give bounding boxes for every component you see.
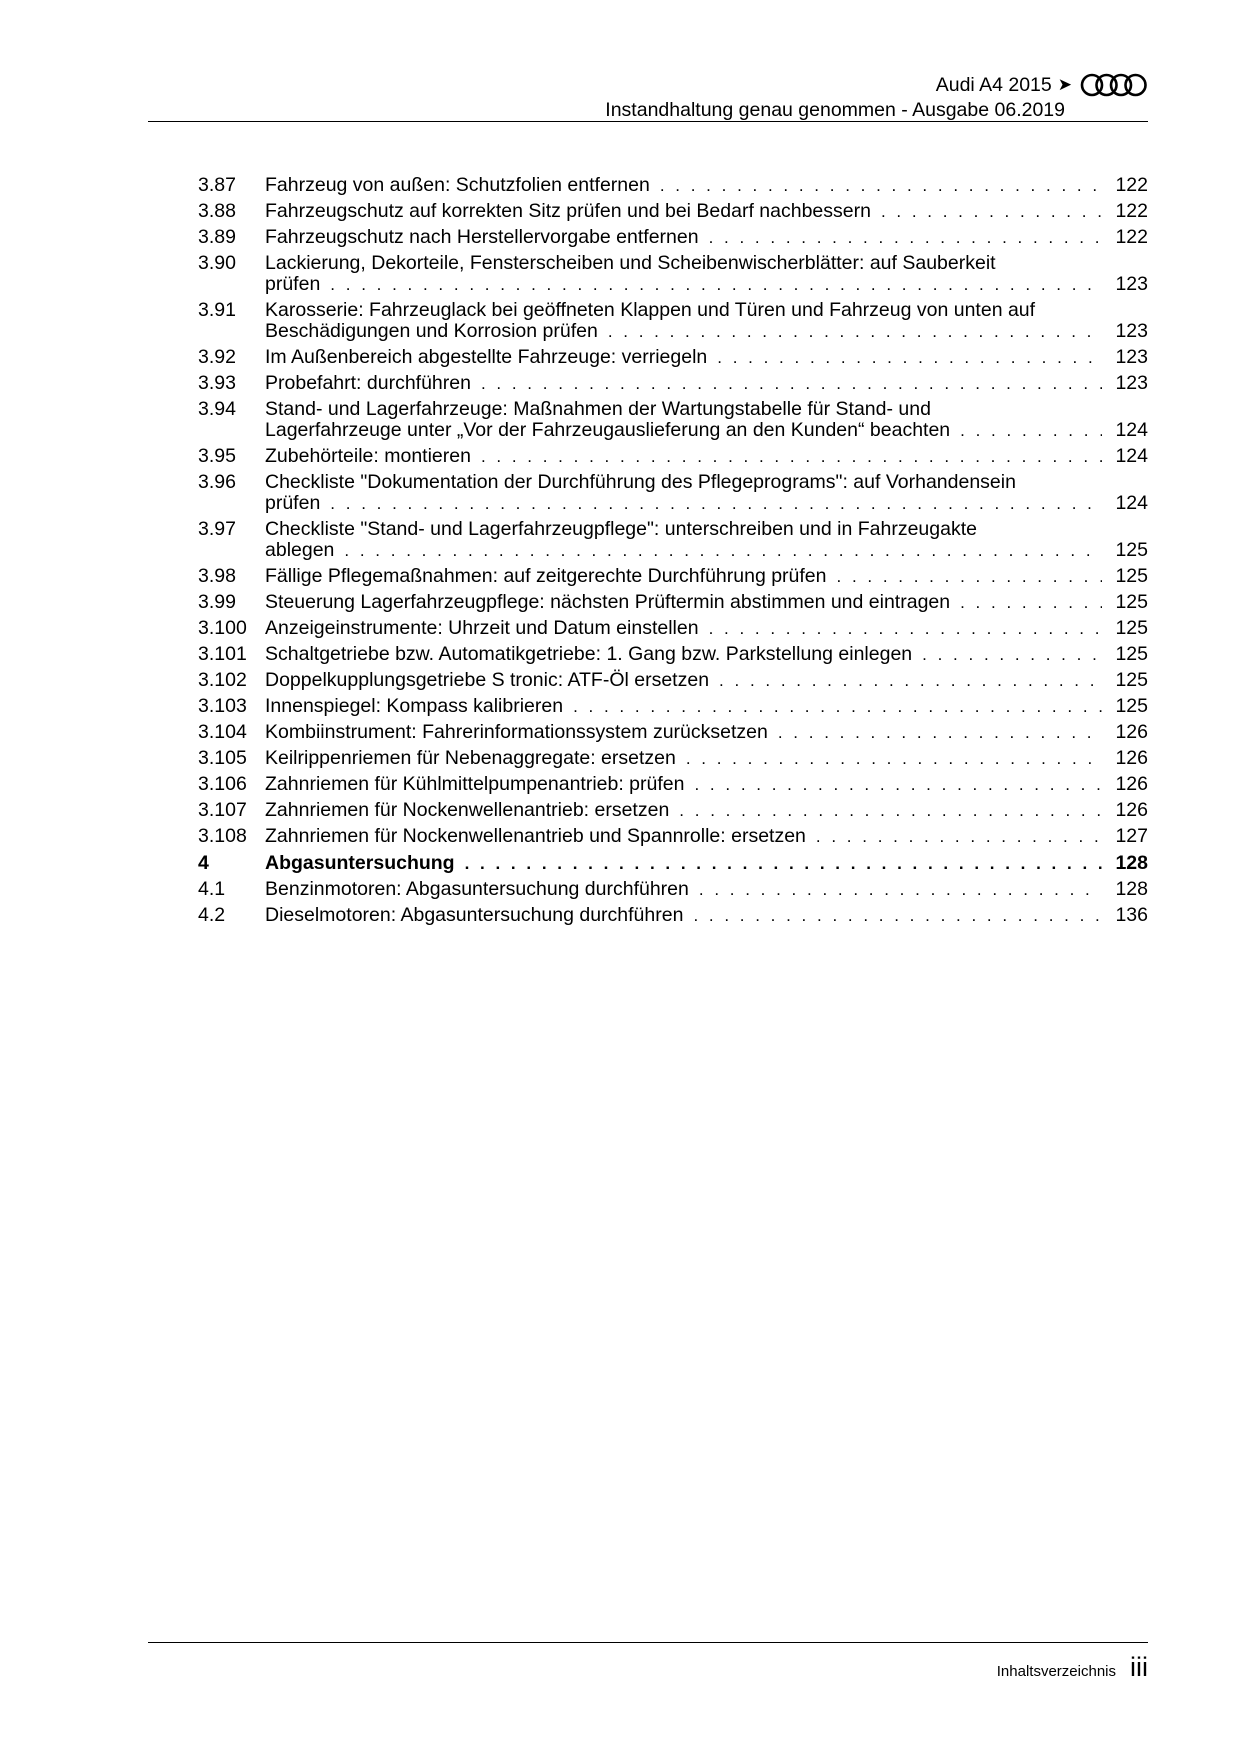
toc-entry-number: 4 bbox=[198, 852, 209, 874]
toc-entry-title-line: Kombiinstrument: Fahrerinformationssystem zurücksetzen bbox=[265, 721, 768, 743]
toc-chapter-entry[interactable] bbox=[198, 853, 1148, 874]
toc-entry-leader-row bbox=[265, 853, 1148, 874]
toc-entry-number: 4.2 bbox=[198, 904, 226, 926]
toc-entry-body bbox=[265, 670, 1148, 691]
toc-entry-page: 125 bbox=[1115, 695, 1148, 717]
toc-entry-body bbox=[265, 446, 1148, 467]
dot-leader bbox=[481, 373, 1102, 394]
toc-entry-title-line: Checkliste "Dokumentation der Durchführung des Pflegeprograms": auf Vorhandensein bbox=[265, 471, 1016, 493]
toc-entry-number: 3.96 bbox=[198, 471, 236, 493]
dot-leader bbox=[719, 670, 1102, 691]
toc-entry-title-line: Steuerung Lagerfahrzeugpflege: nächsten Prüftermin abstimmen und eintragen bbox=[265, 591, 951, 613]
toc-entry-page: 126 bbox=[1115, 773, 1148, 795]
document-subtitle: Instandhaltung genau genommen - Ausgabe 06.2019 bbox=[605, 99, 1065, 121]
dot-leader bbox=[330, 493, 1102, 514]
dot-leader bbox=[608, 321, 1102, 342]
toc-entry-leader-row bbox=[265, 227, 1148, 248]
arrow-icon: ➤ bbox=[1057, 75, 1072, 94]
toc-entry[interactable] bbox=[198, 566, 1148, 587]
toc-entry[interactable] bbox=[198, 879, 1148, 900]
toc-entry-page: 123 bbox=[1115, 372, 1148, 394]
toc-entry-title-line: Zahnriemen für Nockenwellenantrieb: ersetzen bbox=[265, 799, 670, 821]
toc-entry[interactable] bbox=[198, 800, 1148, 821]
toc-entry-number: 3.108 bbox=[198, 825, 247, 847]
toc-entry-body bbox=[265, 905, 1148, 926]
page-footer bbox=[148, 1642, 1148, 1682]
toc-entry-number: 3.104 bbox=[198, 721, 247, 743]
toc-entry-body bbox=[265, 201, 1148, 222]
toc-entry-page: 122 bbox=[1115, 200, 1148, 222]
dot-leader bbox=[686, 748, 1102, 769]
toc-entry-body bbox=[265, 175, 1148, 196]
toc-entry-body bbox=[265, 227, 1148, 248]
toc-entry-body bbox=[265, 399, 1148, 441]
toc-entry-title-line: Fahrzeugschutz auf korrekten Sitz prüfen und bei Bedarf nachbessern bbox=[265, 200, 871, 222]
dot-leader bbox=[465, 853, 1102, 874]
toc-entry-body bbox=[265, 722, 1148, 743]
toc-entry-page: 124 bbox=[1115, 445, 1148, 467]
dot-leader bbox=[881, 201, 1102, 222]
dot-leader bbox=[694, 774, 1102, 795]
dot-leader bbox=[699, 879, 1102, 900]
toc-entry-leader-row bbox=[265, 644, 1148, 665]
audi-logo-icon bbox=[1080, 72, 1148, 98]
toc-entry-title-line: Stand- und Lagerfahrzeuge: Maßnahmen der Wartungstabelle für Stand- und bbox=[265, 398, 931, 420]
section-label: Inhaltsverzeichnis bbox=[996, 1663, 1116, 1680]
toc-entry-title-line: Anzeigeinstrumente: Uhrzeit und Datum einstellen bbox=[265, 617, 699, 639]
table-of-contents bbox=[198, 175, 1148, 931]
dot-leader bbox=[717, 347, 1102, 368]
toc-entry-page: 126 bbox=[1115, 721, 1148, 743]
toc-entry[interactable] bbox=[198, 373, 1148, 394]
toc-entry[interactable] bbox=[198, 201, 1148, 222]
toc-entry-leader-row bbox=[265, 774, 1148, 795]
toc-entry[interactable] bbox=[198, 670, 1148, 691]
toc-entry-body bbox=[265, 879, 1148, 900]
toc-entry[interactable] bbox=[198, 618, 1148, 639]
toc-entry-title-line: Schaltgetriebe bzw. Automatikgetriebe: 1. Gang bzw. Parkstellung einlegen bbox=[265, 643, 913, 665]
toc-entry-page: 124 bbox=[1115, 492, 1148, 514]
toc-entry-title-line: Benzinmotoren: Abgasuntersuchung durchführen bbox=[265, 878, 689, 900]
toc-entry-title-line: prüfen bbox=[265, 492, 321, 514]
toc-entry-number: 3.99 bbox=[198, 591, 236, 613]
toc-entry-number: 3.89 bbox=[198, 226, 236, 248]
toc-entry-page: 123 bbox=[1115, 273, 1148, 295]
toc-entry-number: 3.106 bbox=[198, 773, 247, 795]
toc-entry[interactable] bbox=[198, 227, 1148, 248]
toc-entry-page: 125 bbox=[1115, 617, 1148, 639]
toc-entry-leader-row bbox=[265, 592, 1148, 613]
toc-entry-number: 3.87 bbox=[198, 174, 236, 196]
toc-entry[interactable] bbox=[198, 253, 1148, 295]
toc-entry-leader-row bbox=[265, 321, 1148, 342]
toc-entry-number: 3.100 bbox=[198, 617, 247, 639]
toc-entry[interactable] bbox=[198, 399, 1148, 441]
header-divider bbox=[148, 121, 1148, 122]
toc-entry-number: 3.105 bbox=[198, 747, 247, 769]
toc-entry-title-line: Fahrzeug von außen: Schutzfolien entfernen bbox=[265, 174, 650, 196]
toc-entry-number: 3.97 bbox=[198, 518, 236, 540]
toc-entry-title-line: Checkliste "Stand- und Lagerfahrzeugpflege": unterschreiben und in Fahrzeugakte bbox=[265, 518, 977, 540]
toc-entry[interactable] bbox=[198, 748, 1148, 769]
toc-entry-title-line: Zubehörteile: montieren bbox=[265, 445, 471, 467]
toc-entry-page: 125 bbox=[1115, 565, 1148, 587]
footer-divider bbox=[148, 1642, 1148, 1643]
footer-row bbox=[997, 1652, 1148, 1683]
toc-entry-number: 3.102 bbox=[198, 669, 247, 691]
toc-entry[interactable] bbox=[198, 696, 1148, 717]
toc-entry-title-line: Karosserie: Fahrzeuglack bei geöffneten Klappen und Türen und Fahrzeug von unten auf bbox=[265, 299, 1036, 321]
toc-entry-leader-row bbox=[265, 274, 1148, 295]
toc-entry-title-line: Im Außenbereich abgestellte Fahrzeuge: verriegeln bbox=[265, 346, 708, 368]
toc-entry-title-line: Lagerfahrzeuge unter „Vor der Fahrzeugauslieferung an den Kunden“ beachten bbox=[265, 419, 951, 441]
toc-entry-leader-row bbox=[265, 420, 1148, 441]
toc-entry-leader-row bbox=[265, 493, 1148, 514]
toc-entry[interactable] bbox=[198, 175, 1148, 196]
toc-entry-number: 4.1 bbox=[198, 878, 226, 900]
toc-entry-body bbox=[265, 519, 1148, 561]
toc-entry-number: 3.94 bbox=[198, 398, 236, 420]
dot-leader bbox=[344, 540, 1102, 561]
toc-entry-title-line: prüfen bbox=[265, 273, 321, 295]
dot-leader bbox=[679, 800, 1102, 821]
toc-entry-title-line: Zahnriemen für Kühlmittelpumpenantrieb: prüfen bbox=[265, 773, 685, 795]
toc-entry-body bbox=[265, 853, 1148, 874]
toc-entry[interactable] bbox=[198, 826, 1148, 847]
toc-entry-leader-row bbox=[265, 748, 1148, 769]
dot-leader bbox=[693, 905, 1102, 926]
toc-entry-leader-row bbox=[265, 347, 1148, 368]
dot-leader bbox=[330, 274, 1102, 295]
toc-entry-page: 125 bbox=[1115, 591, 1148, 613]
dot-leader bbox=[573, 696, 1102, 717]
toc-entry-title-line: Fällige Pflegemaßnahmen: auf zeitgerechte Durchführung prüfen bbox=[265, 565, 827, 587]
toc-entry-leader-row bbox=[265, 696, 1148, 717]
toc-entry-leader-row bbox=[265, 722, 1148, 743]
toc-entry-leader-row bbox=[265, 905, 1148, 926]
dot-leader bbox=[778, 722, 1102, 743]
toc-entry-page: 122 bbox=[1115, 226, 1148, 248]
toc-entry-number: 3.98 bbox=[198, 565, 236, 587]
toc-entry-body bbox=[265, 618, 1148, 639]
toc-entry-leader-row bbox=[265, 879, 1148, 900]
toc-entry-page: 126 bbox=[1115, 799, 1148, 821]
toc-entry-number: 3.107 bbox=[198, 799, 247, 821]
toc-entry-leader-row bbox=[265, 175, 1148, 196]
toc-entry-page: 127 bbox=[1115, 825, 1148, 847]
toc-entry-number: 3.91 bbox=[198, 299, 236, 321]
toc-entry[interactable] bbox=[198, 592, 1148, 613]
dot-leader bbox=[709, 618, 1102, 639]
toc-entry-number: 3.88 bbox=[198, 200, 236, 222]
toc-entry[interactable] bbox=[198, 347, 1148, 368]
toc-entry-leader-row bbox=[265, 201, 1148, 222]
dot-leader bbox=[960, 420, 1102, 441]
toc-entry-title-line: Innenspiegel: Kompass kalibrieren bbox=[265, 695, 564, 717]
toc-entry-number: 3.93 bbox=[198, 372, 236, 394]
toc-entry-page: 123 bbox=[1115, 346, 1148, 368]
toc-entry-body bbox=[265, 566, 1148, 587]
toc-entry-title-line: Keilrippenriemen für Nebenaggregate: ersetzen bbox=[265, 747, 676, 769]
toc-entry-page: 122 bbox=[1115, 174, 1148, 196]
toc-entry-body bbox=[265, 774, 1148, 795]
toc-entry-title-line: Probefahrt: durchführen bbox=[265, 372, 471, 394]
toc-entry[interactable] bbox=[198, 300, 1148, 342]
document-title: Audi A4 2015 bbox=[935, 73, 1052, 96]
toc-entry-body bbox=[265, 373, 1148, 394]
toc-entry-leader-row bbox=[265, 566, 1148, 587]
header-title-row bbox=[936, 70, 1148, 100]
toc-entry-title-line: Beschädigungen und Korrosion prüfen bbox=[265, 320, 598, 342]
toc-entry-number: 3.95 bbox=[198, 445, 236, 467]
toc-entry-page: 136 bbox=[1115, 904, 1148, 926]
toc-entry-leader-row bbox=[265, 670, 1148, 691]
toc-entry-title-line: Fahrzeugschutz nach Herstellervorgabe entfernen bbox=[265, 226, 699, 248]
dot-leader bbox=[960, 592, 1102, 613]
toc-entry-leader-row bbox=[265, 826, 1148, 847]
toc-entry-body bbox=[265, 800, 1148, 821]
toc-entry[interactable] bbox=[198, 519, 1148, 561]
toc-entry-leader-row bbox=[265, 618, 1148, 639]
toc-entry-number: 3.90 bbox=[198, 252, 236, 274]
toc-entry-body bbox=[265, 347, 1148, 368]
toc-entry[interactable] bbox=[198, 722, 1148, 743]
toc-entry[interactable] bbox=[198, 472, 1148, 514]
dot-leader bbox=[709, 227, 1102, 248]
toc-entry-page: 123 bbox=[1115, 320, 1148, 342]
toc-entry-title-line: Abgasuntersuchung bbox=[265, 852, 455, 874]
toc-entry-number: 3.103 bbox=[198, 695, 247, 717]
toc-entry-body bbox=[265, 300, 1148, 342]
toc-entry-body bbox=[265, 253, 1148, 295]
toc-entry-body bbox=[265, 696, 1148, 717]
toc-entry-body bbox=[265, 644, 1148, 665]
toc-entry-body bbox=[265, 826, 1148, 847]
toc-entry-leader-row bbox=[265, 800, 1148, 821]
toc-entry[interactable] bbox=[198, 774, 1148, 795]
dot-leader bbox=[660, 175, 1102, 196]
toc-entry-page: 128 bbox=[1115, 878, 1148, 900]
toc-entry-page: 125 bbox=[1115, 643, 1148, 665]
toc-entry-body bbox=[265, 592, 1148, 613]
toc-entry-number: 3.92 bbox=[198, 346, 236, 368]
dot-leader bbox=[837, 566, 1103, 587]
toc-entry-title-line: Doppelkupplungsgetriebe S tronic: ATF-Öl ersetzen bbox=[265, 669, 710, 691]
toc-entry-page: 125 bbox=[1115, 669, 1148, 691]
dot-leader bbox=[922, 644, 1102, 665]
toc-entry-number: 3.101 bbox=[198, 643, 247, 665]
toc-entry[interactable] bbox=[198, 446, 1148, 467]
toc-entry-leader-row bbox=[265, 373, 1148, 394]
toc-entry-body bbox=[265, 472, 1148, 514]
toc-entry-leader-row bbox=[265, 540, 1148, 561]
toc-entry-title-line: Dieselmotoren: Abgasuntersuchung durchführen bbox=[265, 904, 684, 926]
toc-entry-title-line: Lackierung, Dekorteile, Fensterscheiben und Scheibenwischerblätter: auf Sauberkeit bbox=[265, 252, 996, 274]
toc-entry-page: 126 bbox=[1115, 747, 1148, 769]
dot-leader bbox=[481, 446, 1102, 467]
toc-entry-title-line: Zahnriemen für Nockenwellenantrieb und Spannrolle: ersetzen bbox=[265, 825, 806, 847]
toc-entry[interactable] bbox=[198, 644, 1148, 665]
toc-entry-leader-row bbox=[265, 446, 1148, 467]
page-number: iii bbox=[1130, 1652, 1148, 1682]
toc-entry-body bbox=[265, 748, 1148, 769]
toc-entry[interactable] bbox=[198, 905, 1148, 926]
dot-leader bbox=[816, 826, 1102, 847]
toc-entry-title-line: ablegen bbox=[265, 539, 335, 561]
toc-entry-page: 128 bbox=[1115, 852, 1148, 874]
toc-entry-page: 124 bbox=[1115, 419, 1148, 441]
toc-entry-page: 125 bbox=[1115, 539, 1148, 561]
